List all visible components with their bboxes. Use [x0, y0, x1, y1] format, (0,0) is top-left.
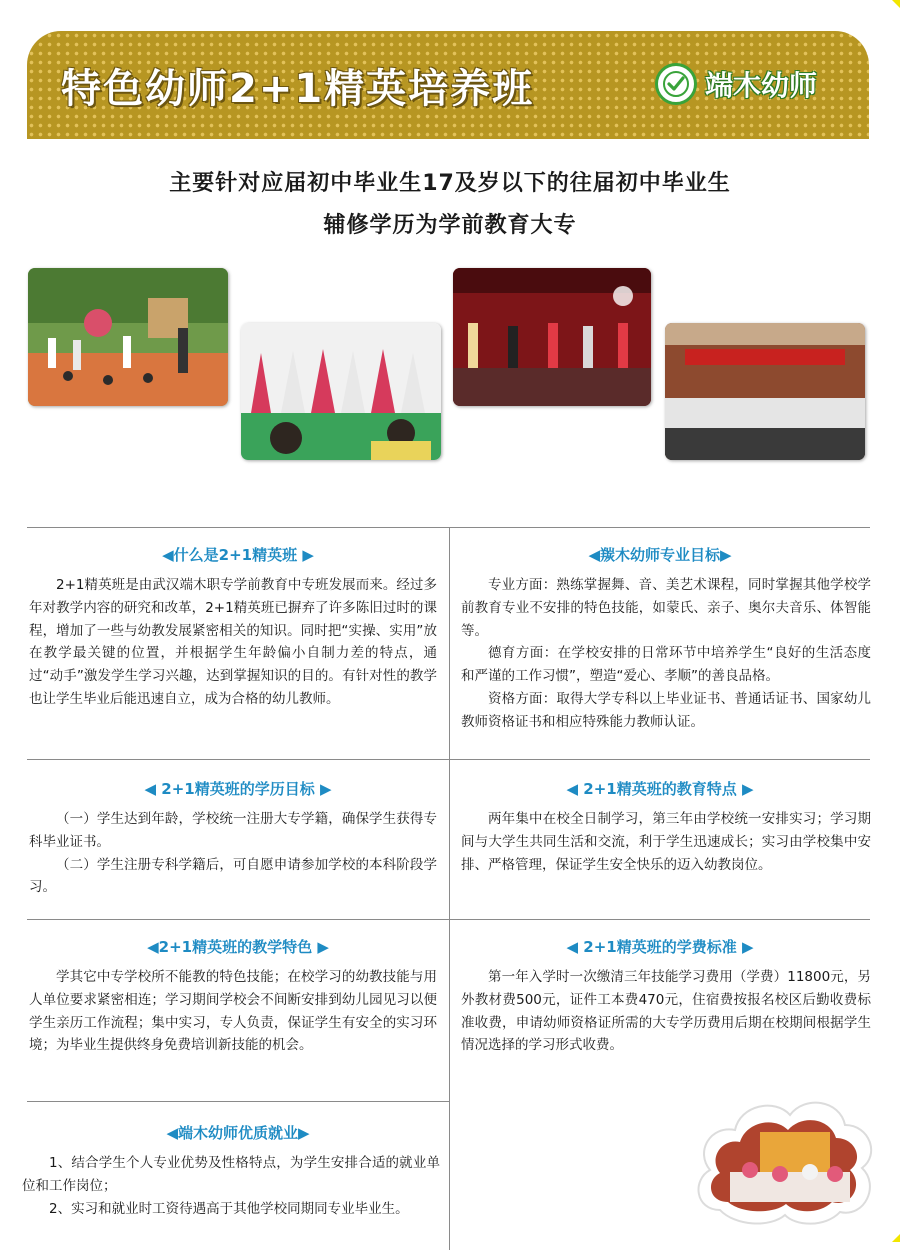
divider [27, 919, 870, 920]
photo-kindergarten-playground [28, 268, 228, 406]
checkmark-logo-icon [655, 63, 697, 105]
section-teaching-title: ◀2+1精英班的教学特色 ▶ [147, 938, 329, 956]
section-employment-body [22, 1152, 440, 1220]
paragraph: 德育方面：在学校安排的日常环节中培养学生“良好的生活态度和严谨的工作习惯”，塑造“爱心、孝顺”的善良品格。 [461, 645, 871, 685]
corner-decoration [892, 1234, 900, 1242]
section-education-title: ◀ 2+1精英班的学历目标 ▶ [144, 780, 332, 798]
photo-stage-dance [453, 268, 651, 406]
divider [27, 759, 870, 760]
section-employment-title: ◀端木幼师优质就业▶ [166, 1124, 310, 1142]
intro-line-1: 主要针对应届初中毕业生17及岁以下的往届初中毕业生 [169, 171, 731, 196]
photo-group-event [665, 323, 865, 460]
paragraph: 2、实习和就业时工资待遇高于其他学校同期同专业毕业生。 [49, 1200, 409, 1217]
section-fees-body [461, 966, 871, 1057]
section-features-title: ◀ 2+1精英班的教育特点 ▶ [566, 780, 754, 798]
corner-decoration [892, 0, 900, 8]
photo-graduation-cloud [690, 1090, 878, 1226]
section-goals-title: ◀羰木幼师专业目标▶ [588, 546, 732, 564]
intro-line-2: 辅修学历为学前教育大专 [323, 213, 577, 238]
paragraph: 资格方面：取得大学专科以上毕业证书、普通话证书、国家幼儿教师资格证书和相应特殊能力教师认证。 [461, 690, 871, 730]
paragraph: （二）学生注册专科学籍后，可自愿申请参加学校的本科阶段学习。 [29, 856, 437, 896]
section-features-body [461, 808, 871, 876]
paragraph: 学其它中专学校所不能教的特色技能；在校学习的幼教技能与用人单位要求紧密相连；学习期间学校会不间断安排到幼儿园见习以便学生亲历工作流程；集中实习，专人负责，保证学生有安全的实习环境；为毕业生提供终身免费培训新技能的机会。 [29, 969, 437, 1054]
logo-text: 端木幼师 [705, 69, 818, 102]
paragraph: 两年集中在校全日制学习，第三年由学校统一安排实习；学习期间与大学生共同生活和交流，利于学生迅速成长；实习由学校集中安排、严格管理，保证学生安全快乐的迈入幼教岗位。 [461, 811, 871, 873]
paragraph: 2+1精英班是由武汉端木职专学前教育中专班发展而来。经过多年对教学内容的研究和改革，2+1精英班已摒弃了许多陈旧过时的课程，增加了一些与幼教发展紧密相关的知识。同时把“实操、实用”放在教学最关键的位置，并根据学生年龄偏小自制力差的特点，通过“动手”激发学生学习兴趣，达到掌握知识的目的。有针对性的教学也让学生毕业后能迅速自立，成为合格的幼儿教师。 [29, 577, 437, 707]
paragraph: 1、结合学生个人专业优势及性格特点，为学生安排合适的就业单位和工作岗位； [22, 1155, 440, 1194]
paragraph: 专业方面：熟练掌握舞、音、美艺术课程，同时掌握其他学校学前教育专业不安排的特色技能，如蒙氏、亲子、奥尔夫音乐、体智能等。 [461, 577, 871, 639]
paragraph: 第一年入学时一次缴清三年技能学习费用（学费）11800元，另外教材费500元，证件工本费470元，住宿费按报名校区后勤收费标准收费，申请幼师资格证所需的大专学历费用后期在校期间根据学生情况选择的学习形式收费。 [461, 969, 871, 1054]
section-teaching-body [29, 966, 437, 1057]
photo-dance-performance [241, 323, 441, 460]
paragraph: （一）学生达到年龄，学校统一注册大专学籍，确保学生获得专科毕业证书。 [29, 811, 437, 850]
page-title: 特色幼师2+1精英培养班 [61, 66, 535, 112]
section-education-body [29, 808, 437, 899]
section-what-is-title: ◀什么是2+1精英班 ▶ [162, 546, 314, 564]
divider [449, 527, 450, 1250]
section-goals-body [461, 574, 871, 734]
section-fees-title: ◀ 2+1精英班的学费标准 ▶ [566, 938, 754, 956]
header-banner [27, 31, 869, 139]
brand-logo [655, 63, 817, 105]
section-what-is-body [29, 574, 437, 711]
divider [27, 1101, 449, 1102]
